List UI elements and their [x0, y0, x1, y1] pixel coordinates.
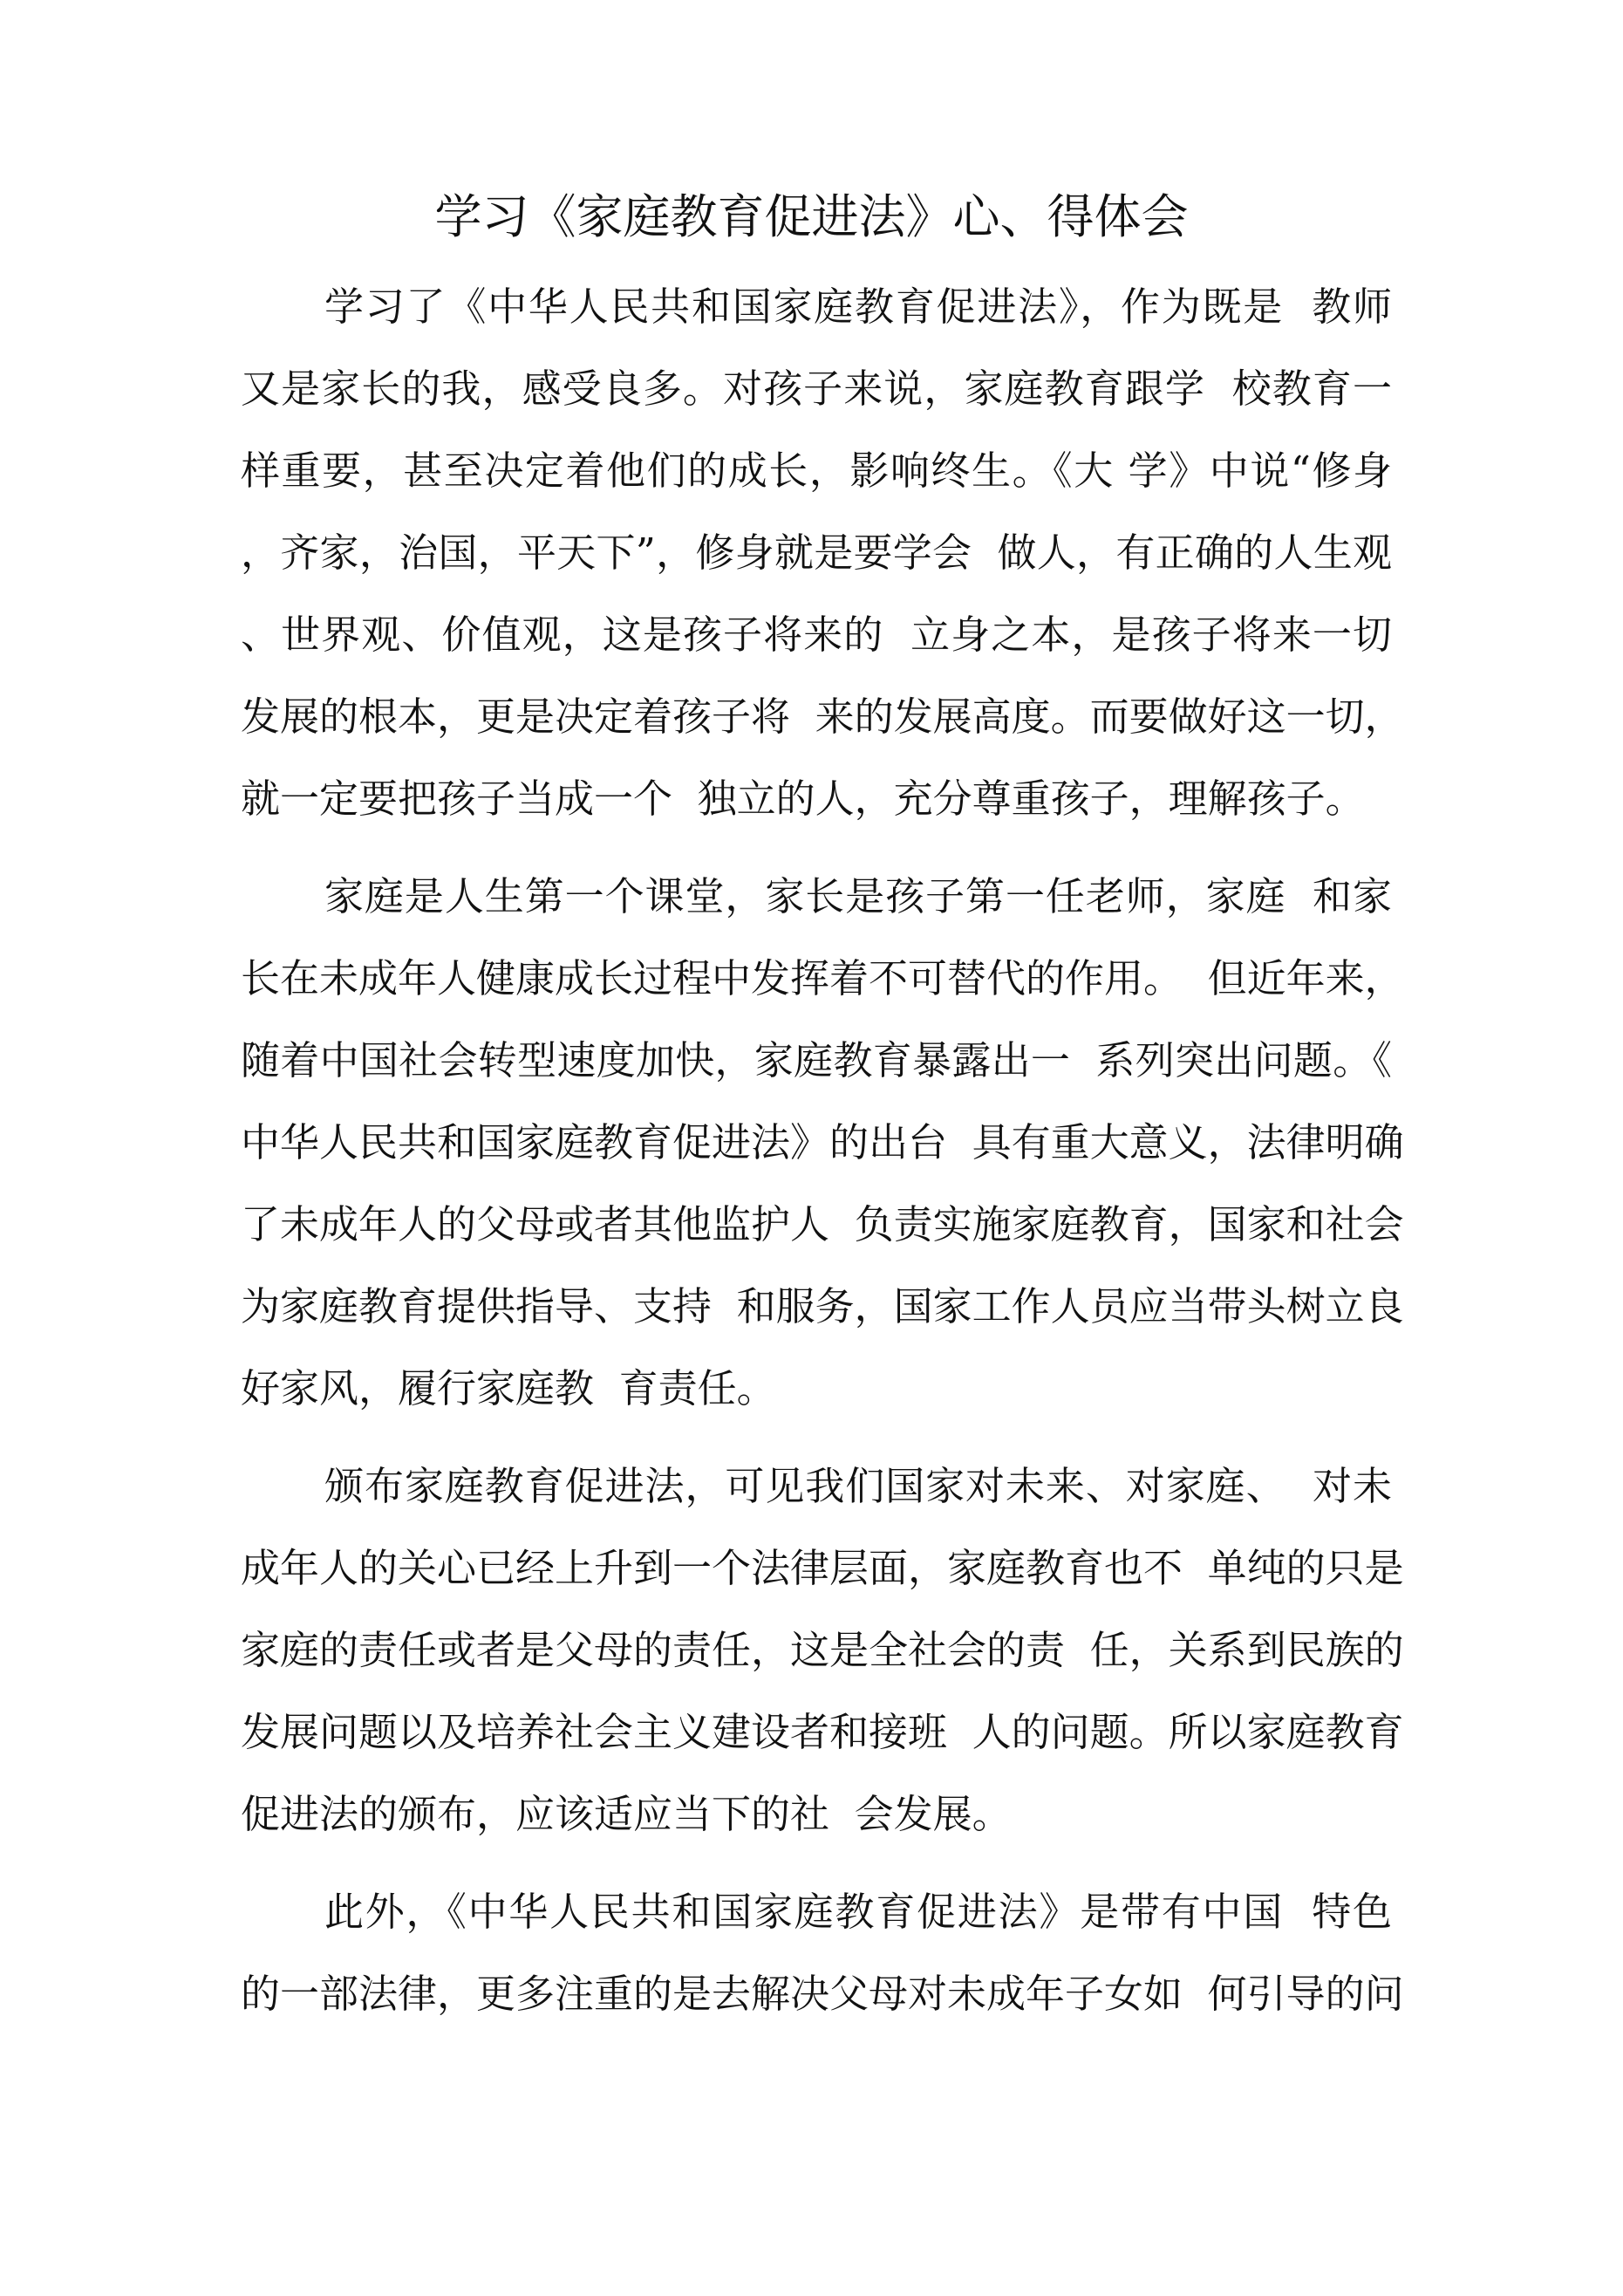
paragraph-3-line-1: 颁布家庭教育促进法，可见我们国家对未来、对家庭、 对未 [324, 1463, 1392, 1509]
paragraph-3-line-2: 成年人的关心已经上升到一个法律层面，家庭教育也不 单纯的只是 [241, 1545, 1404, 1591]
paragraph-2-line-6: 为家庭教育提供指导、支持 和服务，国家工作人员应当带头树立良 [241, 1283, 1404, 1329]
paragraph-2-line-1: 家庭是人生第一个课堂，家长是孩子第一任老师，家庭 和家 [324, 873, 1392, 919]
paragraph-3-line-4: 发展问题以及培养社会主义建设者和接班 人的问题。所以家庭教育 [241, 1709, 1404, 1755]
paragraph-2-line-5: 了未成年人的父母或者其他监护人 负责实施家庭教育，国家和社会 [241, 1201, 1404, 1247]
paragraph-4-line-2: 的一部法律，更多注重的是去解决父母对未成年子女如 何引导的问 [241, 1971, 1404, 2017]
paragraph-1-line-4: ，齐家，治国，平天下”，修身就是要学会 做人，有正确的人生观 [241, 530, 1392, 576]
paragraph-1-line-3: 样重要，甚至决定着他们的成长，影响终生。《大 学》中说“修身 [241, 448, 1392, 494]
document-title: 学习《家庭教育促进法》心、得体会 [434, 189, 1189, 244]
paragraph-3-line-3: 家庭的责任或者是父母的责任，这是全社会的责 任，关系到民族的 [241, 1627, 1404, 1673]
paragraph-1-line-6: 发展的根本，更是决定着孩子将 来的发展高度。而要做好这一切， [241, 694, 1404, 740]
paragraph-2-line-4: 中华人民共和国家庭教育促进法》的出台 具有重大意义，法律明确 [241, 1119, 1404, 1165]
paragraph-1-line-2: 又是家长的我，感受良多。对孩子来说，家庭教育跟学 校教育一 [241, 366, 1392, 412]
paragraph-3-line-5: 促进法的颁布，应该适应当下的社 会发展。 [241, 1791, 1012, 1837]
paragraph-2-line-3: 随着中国社会转型速度加快，家庭教育暴露出一 系列突出问题。《 [241, 1037, 1392, 1083]
paragraph-1-line-7: 就一定要把孩子当成一个 独立的人，充分尊重孩子，理解孩子。 [241, 776, 1365, 822]
paragraph-4-line-1: 此外，《中华人民共和国家庭教育促进法》是带有中国 特色 [324, 1889, 1392, 1935]
paragraph-2-line-7: 好家风，履行家庭教 育责任。 [241, 1365, 776, 1411]
paragraph-1-line-5: 、世界观、价值观，这是孩子将来的 立身之本，是孩子将来一切 [241, 612, 1392, 658]
paragraph-1-line-1: 学习了《中华人民共和国家庭教育促进法》，作为既是 教师 [324, 284, 1392, 330]
paragraph-2-line-2: 长在未成年人健康成长过程中发挥着不可替代的作用。 但近年来， [241, 955, 1404, 1001]
